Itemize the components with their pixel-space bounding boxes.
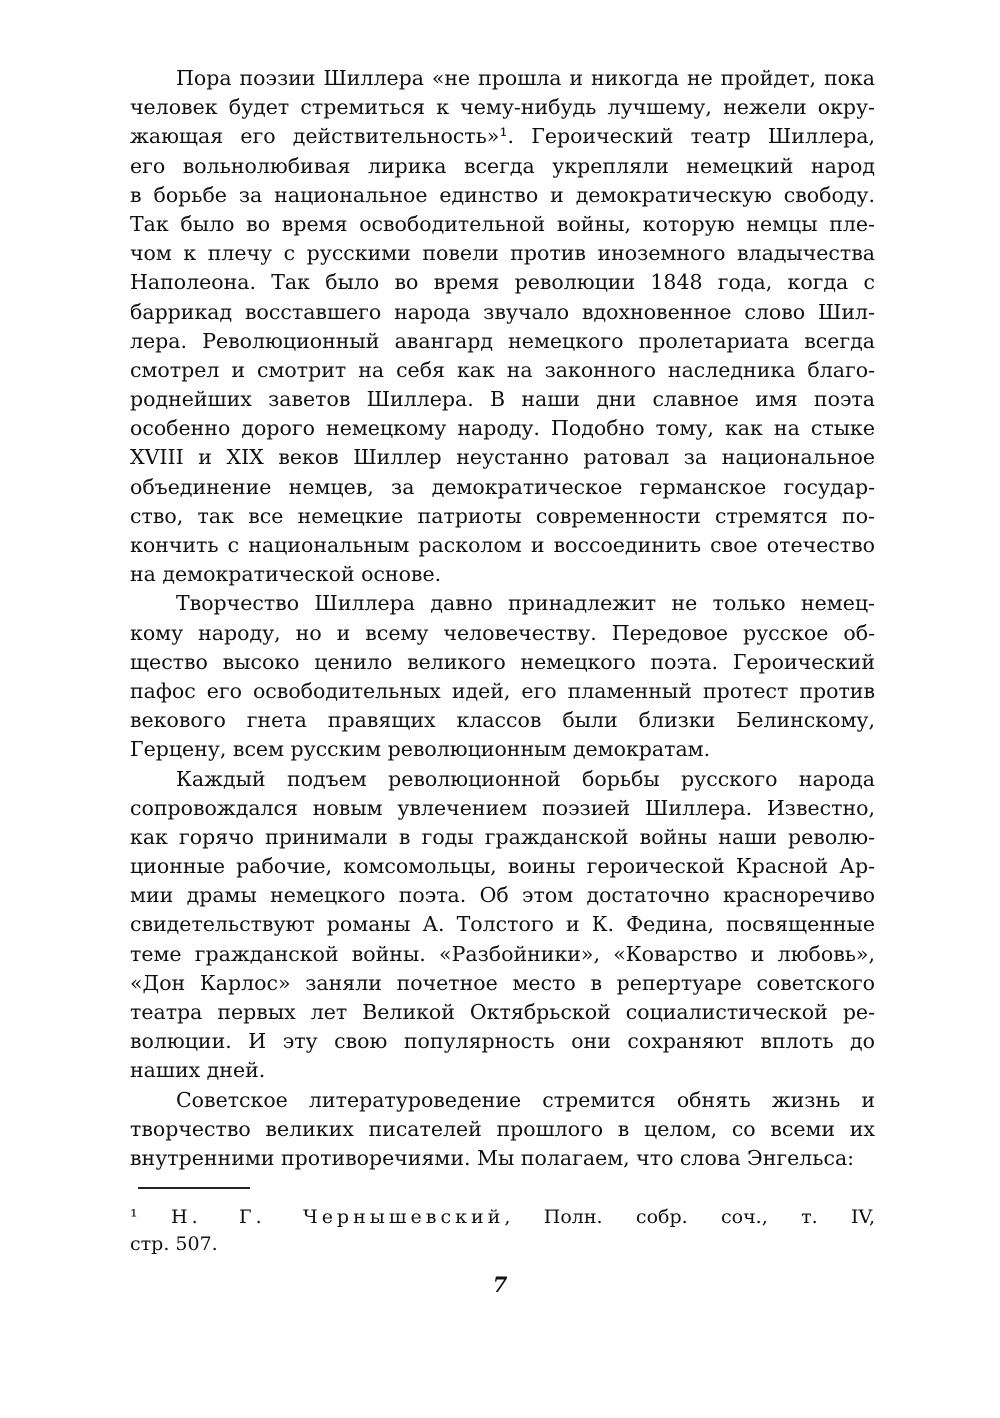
text-line: XVIII и XIX веков Шиллер неустанно ратовал за национальное [130, 445, 875, 470]
text-line: в борьбе за национальное единство и демократическую свободу. [130, 182, 875, 207]
text-line: щество высоко ценило великого немецкого поэта. Героический [130, 649, 875, 674]
text-line: свидетельствуют романы А. Толстого и К. Федина, посвященные [130, 912, 875, 937]
text-line: роднейших заветов Шиллера. В наши дни славное имя поэта [130, 387, 875, 412]
footnote [130, 1204, 875, 1258]
text-line: смотрел и смотрит на себя как на законного наследника благо- [130, 357, 875, 382]
footnote-line-1 [130, 1204, 875, 1231]
text-line: ционные рабочие, комсомольцы, воины героической Красной Ар- [130, 854, 875, 879]
text-line: кому народу, но и всему человечеству. Передовое русское об- [130, 620, 875, 645]
text-line: Так было во время освободительной войны, которую немцы пле- [130, 211, 875, 236]
text-line: его вольнолюбивая лирика всегда укрепляли немецкий народ [130, 153, 875, 178]
text-line: наших дней. [130, 1058, 266, 1083]
text-line: на демократической основе. [130, 562, 442, 587]
text-line: волюции. И эту свою популярность они сохраняют вплоть до [130, 1029, 875, 1054]
text-line: пафос его освободительных идей, его пламенный протест против [130, 678, 875, 703]
paragraph [130, 765, 875, 1086]
text-line: Герцену, всем русским революционным демократам. [130, 737, 711, 762]
text-line: жающая его действительность»¹. Героический театр Шиллера, [130, 124, 875, 149]
text-line: театра первых лет Великой Октябрьской социалистической ре- [130, 1000, 875, 1024]
paragraph [130, 64, 875, 589]
footnote-author: Н. Г. Чернышевский [171, 1206, 505, 1228]
text-line: творчество великих писателей прошлого в целом, со всеми их [130, 1116, 875, 1141]
text-line: особенно дорого немецкому народу. Подобно тому, как на стыке [130, 416, 875, 441]
text-line: кончить с национальным расколом и воссоединить свое отечество [130, 533, 875, 557]
text-line: чом к плечу с русскими повели против иноземного владычества [130, 241, 875, 266]
text-line: Наполеона. Так было во время революции 1848 года, когда с [130, 270, 875, 295]
text-line: человек будет стремиться к чему-нибудь лучшему, нежели окру- [130, 95, 875, 120]
paragraphs [130, 64, 875, 1173]
text-line: «Дон Карлос» заняли почетное место в репертуаре советского [130, 970, 875, 995]
paragraph [130, 589, 875, 764]
text-line: мии драмы немецкого поэта. Об этом достаточно красноречиво [130, 883, 875, 908]
footnote-source: , Полн. собр. соч., т. IV, [504, 1206, 875, 1228]
text-line: ство, так все немецкие патриоты современности стремятся по- [130, 503, 875, 528]
footnote-line-2: стр. 507. [130, 1233, 218, 1255]
text-line: Каждый подъем революционной борьбы русского народа [176, 766, 875, 791]
text-line: объединение немцев, за демократическое германское государ- [130, 474, 875, 499]
text-line: сопровождался новым увлечением поэзией Шиллера. Известно, [130, 795, 875, 820]
text-line: внутренними противоречиями. Мы полагаем, что слова Энгельса: [130, 1145, 855, 1170]
text-line: как горячо принимали в годы гражданской войны наши револю- [130, 824, 875, 849]
text-line: векового гнета правящих классов были близки Белинскому, [130, 708, 875, 733]
text-line: Пора поэзии Шиллера «не прошла и никогда не пройдет, пока [176, 66, 875, 90]
paragraph [130, 1086, 875, 1174]
text-line: Советское литературоведение стремится обнять жизнь и [176, 1087, 875, 1112]
page-number: 7 [492, 1272, 508, 1297]
text-line: баррикад восставшего народа звучало вдохновенное слово Шил- [130, 299, 875, 324]
footnote-marker: ¹ [130, 1206, 138, 1228]
text-line: теме гражданской войны. «Разбойники», «Коварство и любовь», [130, 941, 875, 966]
text-line: лера. Революционный авангард немецкого пролетариата всегда [130, 328, 875, 353]
footnote-separator [138, 1187, 250, 1189]
text-line: Творчество Шиллера давно принадлежит не только немец- [176, 591, 875, 616]
main-text [130, 64, 875, 1173]
